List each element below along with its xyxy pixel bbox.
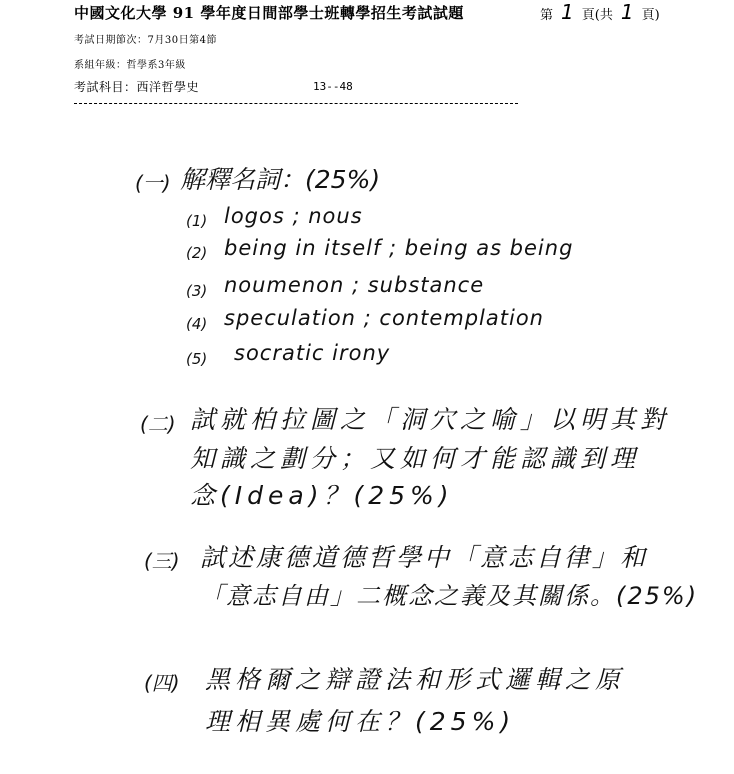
question-1-title: 解釋名詞：(25%) [180, 165, 381, 194]
question-2-line-1: 試就柏拉圖之「洞穴之喻」以明其對 [190, 405, 671, 434]
page-current: 1 [561, 0, 574, 24]
page-label-2: 頁(共 [581, 8, 613, 23]
page-total: 1 [620, 0, 634, 24]
item-5-text: socratic irony [234, 341, 391, 365]
item-2-number: (2) [186, 244, 208, 262]
question-4-number: (四) [144, 671, 180, 695]
subject-line [74, 78, 199, 95]
question-4-line-2: 理相異處何在？(25%) [205, 707, 516, 736]
exam-date: 考試日期節次：7月30日第4節 [74, 35, 217, 46]
question-2-line-3: 念(Idea)？(25%) [190, 481, 454, 510]
question-3-number: (三) [144, 549, 180, 573]
question-3-line-1: 試述康德道德哲學中「意志自律」和 [200, 543, 649, 572]
question-3-line-2: 「意志自由」二概念之義及其關係。(25%) [200, 582, 699, 610]
question-2-number: (二) [140, 412, 176, 436]
page-label-1: 第 [540, 8, 554, 23]
exam-title: 中國文化大學 91 學年度日間部學士班轉學招生考試試題 [74, 4, 464, 22]
item-5-number: (5) [186, 350, 208, 368]
question-2-line-2: 知識之劃分；又如何才能認識到理 [190, 444, 641, 473]
item-3-text: noumenon ; substance [224, 273, 485, 297]
page-label-3: 頁) [641, 8, 660, 23]
page-indicator [540, 0, 660, 24]
item-1-text: logos ; nous [224, 204, 363, 228]
question-4-line-1: 黑格爾之辯證法和形式邏輯之原 [205, 665, 626, 694]
item-4-number: (4) [186, 315, 208, 333]
department: 系組年級：哲學系3年級 [74, 60, 186, 71]
header-divider [74, 103, 518, 104]
subject-label: 考試科目： [74, 80, 137, 94]
subject-name: 西洋哲學史 [136, 80, 200, 94]
item-2-text: being in itself ; being as being [224, 236, 574, 260]
course-code: 13--48 [313, 80, 353, 93]
item-3-number: (3) [186, 282, 208, 300]
item-1-number: (1) [186, 212, 208, 230]
question-1-number: (一) [135, 171, 171, 195]
item-4-text: speculation ; contemplation [224, 306, 544, 330]
